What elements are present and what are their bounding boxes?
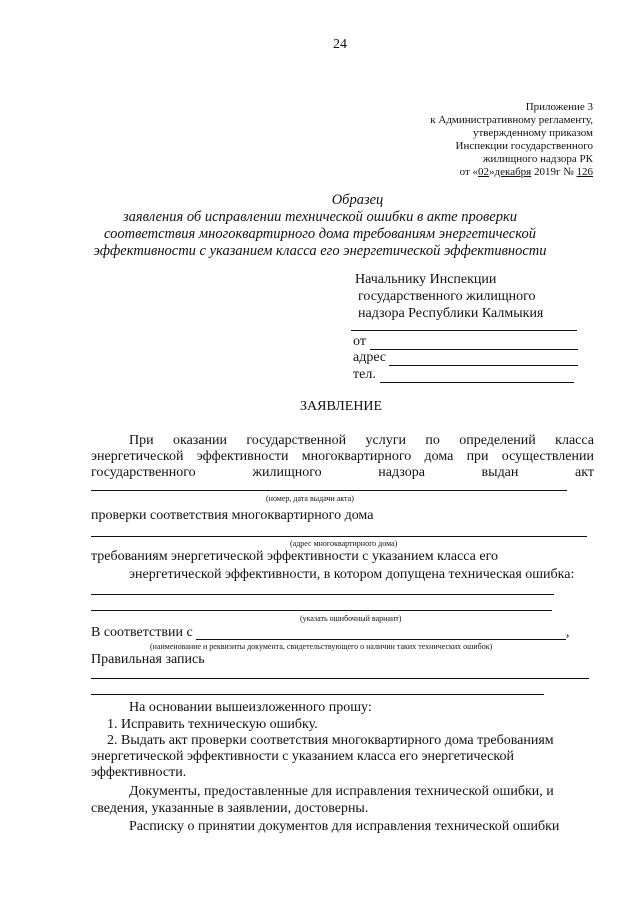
from-label: от [353, 334, 366, 349]
document-hint: (наименование и реквизиты документа, свидетельствующего о наличии таких технических ошибок) [150, 642, 493, 651]
appendix-date-month: декабря [494, 166, 532, 178]
address-house-hint: (адрес многоквартирного дома) [290, 539, 398, 548]
accordance-comma: , [566, 625, 570, 640]
paragraph-1-line-1: При оказании государственной услуги по определений класса [129, 433, 594, 448]
statement-heading: ЗАЯВЛЕНИЕ [300, 399, 383, 414]
correct-entry-label: Правильная запись [91, 652, 205, 667]
requirements-line-1: требованиям энергетической эффективности с указанием класса его [91, 549, 498, 564]
appendix-line-4: Инспекции государственного [455, 140, 593, 152]
appendix-date-line: от «02»декабря 2019г № 126 [459, 166, 593, 178]
paragraph-1-line-3: государственного жилищного надзора выдан акт [91, 465, 594, 480]
correct-blank-line-2 [91, 694, 544, 695]
appendix-line-3: утвержденному приказом [472, 127, 593, 139]
addressee-line-3: надзора Республики Калмыкия [358, 306, 544, 321]
address-house-blank-line [91, 536, 587, 537]
appendix-line-2: к Административному регламенту, [430, 114, 593, 126]
inspection-text: проверки соответствия многоквартирного дома [91, 508, 374, 523]
appendix-date-number: 126 [576, 166, 593, 178]
error-blank-line-1 [91, 594, 554, 595]
request-item-1: 1. Исправить техническую ошибку. [107, 717, 318, 732]
appendix-date-day: 02 [478, 166, 490, 178]
page-number: 24 [333, 37, 347, 52]
receipt-line-1: Расписку о принятии документов для исправления технической ошибки [129, 819, 560, 834]
act-blank-line [91, 490, 567, 491]
addressee-blank-line [351, 330, 577, 331]
request-intro: На основании вышеизложенного прошу: [129, 700, 372, 715]
accordance-label: В соответствии с [91, 625, 193, 640]
sample-title [0, 192, 640, 260]
request-item-2-line-3: эффективности. [91, 765, 187, 780]
accordance-blank-line [196, 639, 566, 640]
appendix-line-1: Приложение 3 [525, 101, 593, 113]
documents-line-1: Документы, предоставленные для исправления технической ошибки, и [129, 784, 554, 799]
appendix-line-5: жилищного надзора РК [482, 153, 593, 165]
sample-title-line-1: Образец [331, 192, 384, 208]
phone-blank-line [380, 382, 574, 383]
phone-label: тел. [353, 367, 376, 382]
requirements-line-2: энергетической эффективности, в котором допущена техническая ошибка: [129, 567, 575, 582]
sample-title-line-3: соответствия многоквартирного дома требованиям энергетической [104, 226, 536, 242]
documents-line-2: сведения, указанные в заявлении, достоверны. [91, 801, 369, 816]
sample-title-line-2: заявления об исправлении технической ошибки в акте проверки [122, 209, 517, 225]
act-hint: (номер, дата выдачи акта) [266, 494, 354, 503]
request-item-2-line-2: энергетической эффективности с указанием класса его энергетической [91, 749, 514, 764]
correct-blank-line-1 [91, 678, 589, 679]
address-blank-line [389, 365, 578, 366]
request-item-2-line-1: 2. Выдать акт проверки соответствия многоквартирного дома требованиям [107, 733, 554, 748]
address-label: адрес [353, 350, 387, 365]
from-blank-line [370, 349, 578, 350]
paragraph-1-line-2: энергетической эффективности многоквартирного дома при осуществлении [91, 449, 594, 464]
addressee-line-1: Начальнику Инспекции [355, 272, 497, 287]
variant-hint: (указать ошибочный вариант) [300, 614, 402, 623]
sample-title-line-4: эффективности с указанием класса его энергетической эффективности [93, 243, 547, 259]
appendix-block [430, 101, 593, 179]
addressee-line-2: государственного жилищного [358, 289, 536, 304]
error-blank-line-2 [91, 610, 552, 611]
